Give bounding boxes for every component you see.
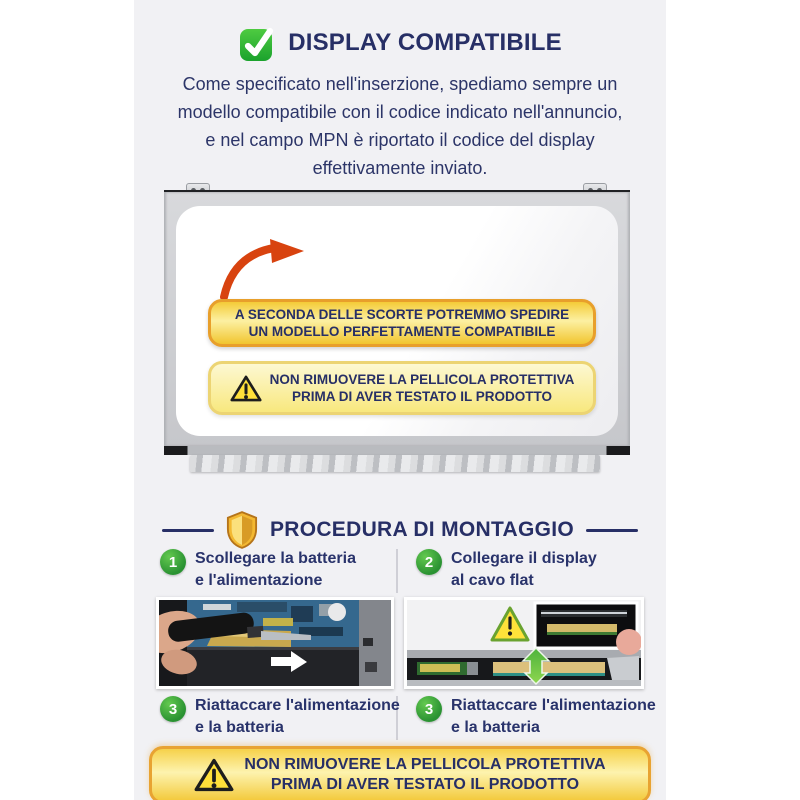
step-3-badge: 3 [416,696,442,722]
heading-rule-left [162,529,214,532]
step-1 [160,548,356,592]
intro-line: e nel campo MPN è riportato il codice del display [205,130,595,150]
step-1-label: Scollegare la batteria e l'alimentazione [195,550,356,589]
column-divider [396,549,398,593]
step-1-photo-motherboard [156,597,394,689]
step-1-badge: 1 [160,549,186,575]
step-2-label: Collegare il display al cavo flat [451,550,597,589]
procedure-heading [134,511,666,549]
step-3-label: Riattaccare l'alimentazione e la batteria [451,697,656,736]
stock-notice-line: A SECONDA DELLE SCORTE POTREMMO SPEDIRE [234,307,570,322]
procedure-title: PROCEDURA DI MONTAGGIO [269,518,575,541]
footer-warning-banner [149,746,651,800]
step-3-label: Riattaccare l'alimentazione e la batteria [195,697,400,736]
intro-line: Come specificato nell'inserzione, spediamo sempre un [182,74,618,94]
intro-line: effettivamente inviato. [312,158,488,178]
step-2-badge: 2 [416,549,442,575]
panel-bottom-bar [164,446,630,455]
content-column [134,0,666,800]
panel-foil-strip [190,455,600,472]
page-title: DISPLAY COMPATIBILE [288,29,562,56]
checkmark-icon [238,24,276,62]
heading-rule-right [586,529,638,532]
lcd-panel-figure [164,183,630,477]
stock-notice-line: UN MODELLO PERFETTAMENTE COMPATIBILE [248,324,556,339]
header [134,24,666,62]
step-3-right [416,695,656,739]
warning-triangle-icon [194,757,234,793]
film-banner-text: NON RIMUOVERE LA PELLICOLA PROTETTIVA PRIMA DI AVER TESTATO IL PRODOTTO [269,372,575,404]
step-3-left [160,695,400,739]
intro-line: modello compatibile con il codice indicato nell'annuncio, [177,102,623,122]
warning-triangle-icon [230,374,262,403]
stock-notice-banner [208,299,596,347]
protective-film-banner [208,361,596,415]
step-2-photo-flat-cable [404,597,644,689]
footer-banner-text: NON RIMUOVERE LA PELLICOLA PROTETTIVA PRIMA DI AVER TESTATO IL PRODOTTO [244,756,606,793]
intro-paragraph [134,70,666,182]
step-3-badge: 3 [160,696,186,722]
step-2 [416,548,597,592]
connector-inset-photo [535,603,641,655]
shield-icon [226,511,258,549]
red-curved-arrow-icon [216,239,308,299]
